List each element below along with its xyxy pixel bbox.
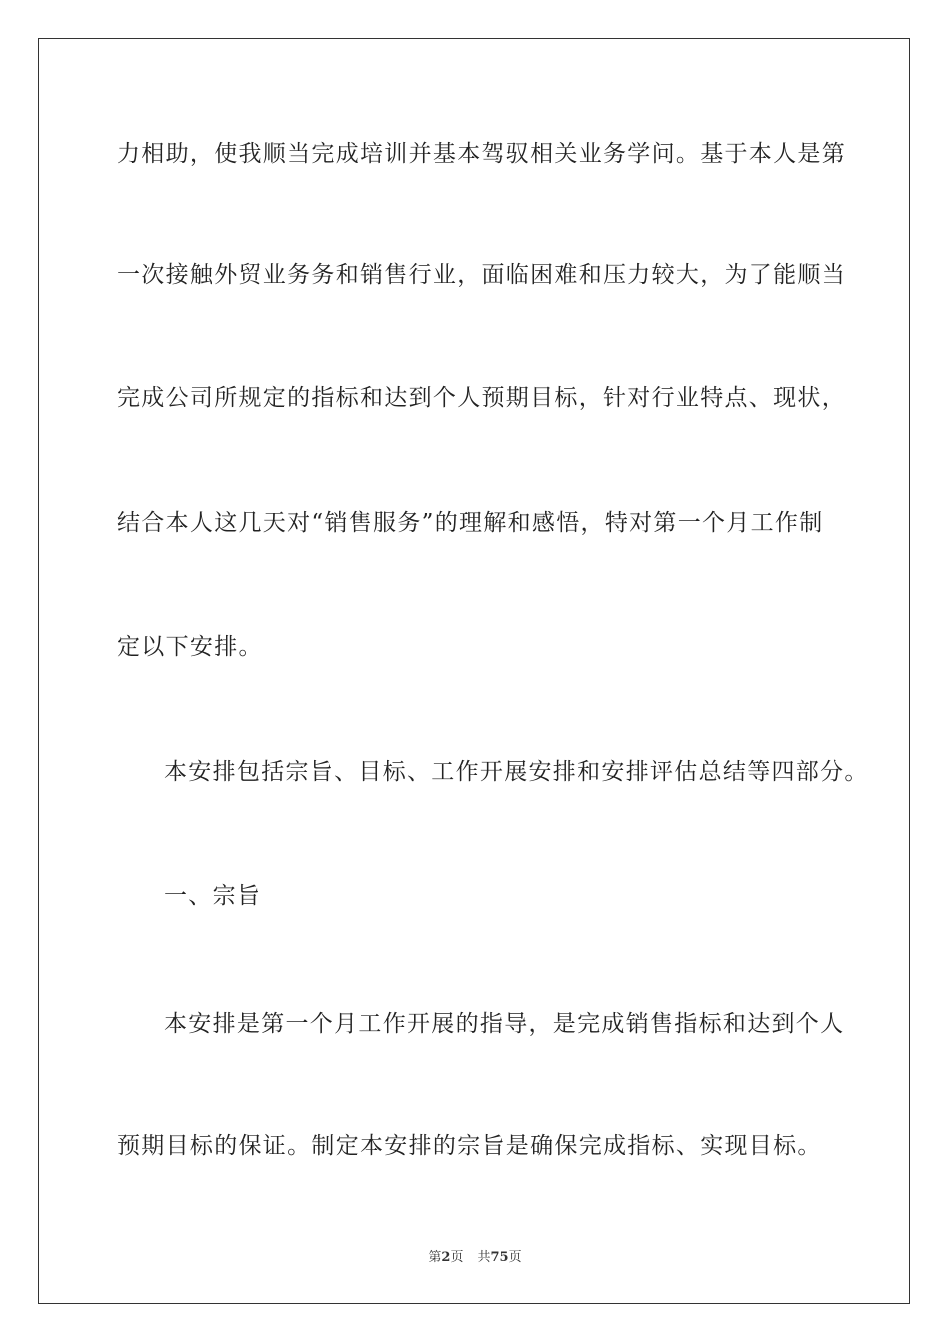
page-prefix: 第 (428, 1250, 442, 1265)
body-line-9: 预期目标的保证。制定本安排的宗旨是确保完成指标、实现目标。 (117, 1133, 822, 1159)
page-number: 2 (441, 1250, 451, 1265)
body-line-1: 力相助，使我顺当完成培训并基本驾驭相关业务学问。基于本人是第 (117, 141, 846, 167)
total-pages: 75 (490, 1250, 509, 1265)
total-prefix: 共 (477, 1250, 491, 1265)
section-heading: 一、宗旨 (164, 883, 262, 909)
body-line-4: 结合本人这几天对“销售服务”的理解和感悟，特对第一个月工作制 (117, 510, 824, 536)
page-footer (0, 1246, 950, 1265)
total-suffix: 页 (508, 1250, 522, 1265)
body-line-6: 本安排包括宗旨、目标、工作开展安排和安排评估总结等四部分。 (164, 759, 869, 785)
body-line-5: 定以下安排。 (117, 634, 263, 660)
body-line-8: 本安排是第一个月工作开展的指导，是完成销售指标和达到个人 (164, 1011, 845, 1037)
page-frame (38, 38, 910, 1304)
body-line-3: 完成公司所规定的指标和达到个人预期目标，针对行业特点、现状， (117, 385, 846, 411)
body-line-2: 一次接触外贸业务务和销售行业，面临困难和压力较大，为了能顺当 (117, 262, 846, 288)
page-suffix: 页 (450, 1250, 464, 1265)
